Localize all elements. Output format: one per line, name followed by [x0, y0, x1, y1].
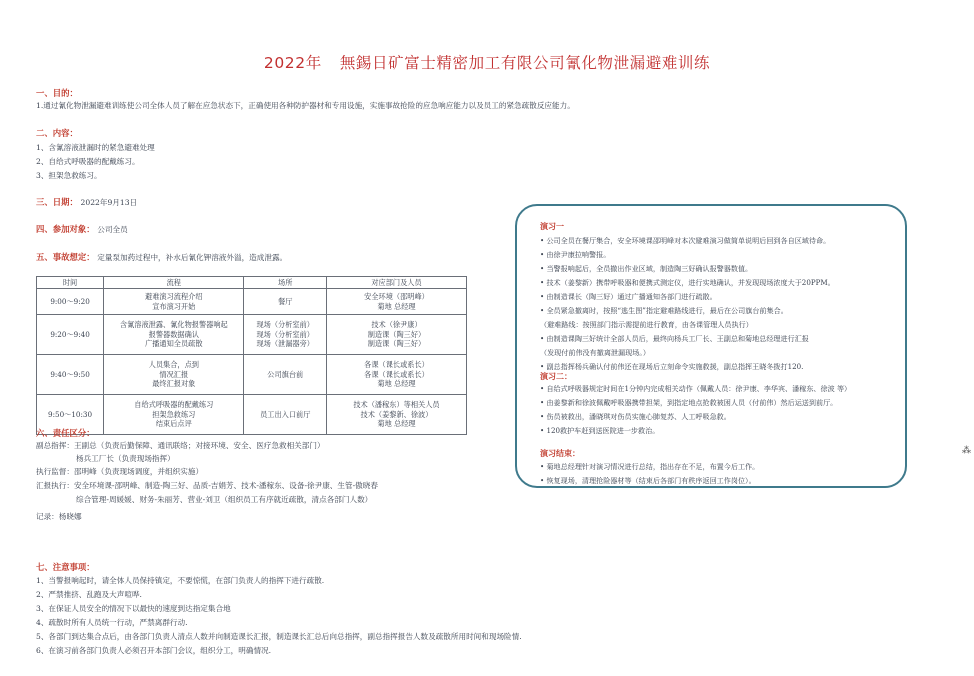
- notes-line: 3、在保证人员安全的情况下以最快的速度到达指定集合地: [36, 604, 231, 613]
- flow-line: 含氰溶液泄露、氰化物报警器响起: [119, 320, 228, 330]
- title-year: 2022年: [263, 54, 322, 72]
- drill-one-line: • 当警报响起后，全员撤出作业区域，制造陶三好确认报警器数值。: [540, 264, 753, 273]
- drill-two-line: • 120救护车赶到送医院进一步救治。: [540, 426, 660, 435]
- table-cell-flow: [104, 395, 244, 435]
- dept-line: 技术（姜黎新、徐波）: [360, 409, 433, 419]
- section-scenario-heading: 五、事故想定：: [36, 252, 95, 262]
- purpose-line: 1.通过氰化物泄漏避难训练使公司全体人员了解在应急状态下，正确使用各种防护器材和专用设施，实施事故抢险的应急响应能力以及员工的紧急疏散反应能力。: [36, 101, 575, 110]
- table-header: 时间: [37, 277, 104, 289]
- responsibility-line: 副总指挥：王副总（负责后勤保障、通讯联络；对接环境、安全、医疗急救相关部门）: [36, 441, 325, 450]
- responsibility-line: 综合管理-周媛媛、财务-朱丽芳、营业-刘卫（组织员工有序就近疏散，清点各部门人数）: [76, 495, 373, 504]
- drill-details-panel: [515, 204, 907, 488]
- table-cell-dept: [327, 289, 467, 315]
- table-cell-place: [244, 355, 327, 395]
- drill-one-line: • 全员紧急撤离时，按照“逃生图”指定避难路线进行，最后在公司旗台前集合。: [540, 306, 788, 315]
- dept-line: 菊地 总经理: [377, 419, 416, 429]
- drill-two-line: • 由姜黎新和徐波佩戴呼吸器携带担架，到指定地点抢救被困人员（付前伟）然后运送到前厅。: [540, 398, 838, 407]
- drill-one-line: • 公司全员在餐厅集合，安全环境课邵明峰对本次避难演习做简单说明后回到各自区域待命。: [540, 236, 831, 245]
- drill-two-heading: 演习二：: [540, 372, 572, 381]
- drill-one-line: • 副总指挥杨兵确认付前伟还在现场后立刻命令实施救援，副总指挥王晓冬拨打120.: [540, 362, 804, 371]
- section-responsibility-heading: 六、责任区分：: [36, 428, 95, 438]
- table-cell-dept: [327, 395, 467, 435]
- notes-line: 5、各部门到达集合点后，由各部门负责人清点人数并向制造课长汇报，制造课长汇总后向总指挥，副总指挥报告人数及疏散所用时间和现场险情.: [36, 632, 522, 641]
- drill-two-line: • 自给式呼吸器规定时间在1分钟内完成相关动作（佩戴人员：徐尹康、李华宾、潘稼东、徐波 等）: [540, 384, 852, 393]
- section-scenario-value: 定量泵加药过程中，补水后氰化钾溶液外溢，造成泄露。: [97, 253, 288, 262]
- section-notes: [36, 562, 95, 573]
- notes-line: 2、严禁推挤、乱跑及大声喧哗.: [36, 590, 142, 599]
- content-line-3: 3、担架急救练习。: [36, 171, 102, 180]
- table-cell-dept: [327, 355, 467, 395]
- section-scenario: [36, 252, 287, 263]
- table-row: [37, 355, 467, 395]
- flow-line: 自给式呼吸器的配戴练习: [134, 400, 214, 410]
- table-cell-place: [244, 395, 327, 435]
- dept-line: 菊地 总经理: [377, 301, 416, 311]
- dept-line: 制造课（陶三好）: [367, 339, 426, 349]
- drill-one-line: （避难路线：按照部门指示需提前进行教育，由各课管理人员执行）: [540, 320, 753, 329]
- section-participants: [36, 224, 128, 235]
- drill-end-line: • 菊地总经理针对演习情况进行总结，指出存在不足，布置今后工作。: [540, 462, 760, 471]
- flow-line: 担架急救练习: [152, 409, 196, 419]
- responsibility-line: 记录：杨晓娜: [36, 512, 82, 521]
- responsibility-line: 汇报执行：安全环境课-邵明峰、制造-陶三好、品质-吉娟芳、技术-潘稼东、设备-徐尹康、生管-傲晓春: [36, 481, 378, 490]
- table-cell-flow: [104, 289, 244, 315]
- section-participants-heading: 四、参加对象：: [36, 224, 95, 234]
- table-header-row: [37, 277, 467, 289]
- notes-line: 4、疏散时所有人员统一行动，严禁离群行动.: [36, 618, 188, 627]
- table-cell-time: 9:50～10:30: [37, 395, 104, 435]
- dept-line: 各课（课长或系长）: [364, 360, 429, 370]
- notes-line: 6、在演习前各部门负责人必须召开本部门会议，组织分工，明确情况.: [36, 646, 272, 655]
- table-header: 流程: [104, 277, 244, 289]
- drill-one-line: • 由徐尹康拉响警报。: [540, 250, 611, 259]
- dept-line: 技术（潘稼东）等相关人员: [353, 400, 440, 410]
- drill-end-heading: 演习结束：: [540, 449, 580, 458]
- table-row: [37, 315, 467, 355]
- section-date-value: 2022年9月13日: [80, 198, 138, 207]
- table-cell-flow: [104, 315, 244, 355]
- drill-one-line: • 由制造课长（陶三好）通过广播通知各部门进行疏散。: [540, 292, 717, 301]
- place-line: 现场（泄漏器旁）: [256, 339, 314, 349]
- responsibility-line: 杨兵工厂长（负责现场指挥）: [76, 454, 175, 463]
- document-title: [0, 51, 974, 73]
- flow-line: 人员集合，点到: [148, 360, 199, 370]
- place-line: 现场（分析室前）: [256, 329, 314, 339]
- table-cell-time: 9:00～9:20: [37, 289, 104, 315]
- table-row: [37, 395, 467, 435]
- content-line-2: 2、自给式呼吸器的配戴练习。: [36, 157, 140, 166]
- drill-one-line: • 由制造课陶三好统计全部人员后，最终向杨兵工厂长、王副总和菊地总经理进行汇报: [540, 334, 809, 343]
- dept-line: 技术（徐尹康）: [371, 320, 422, 330]
- dept-line: 制造课（陶三好）: [367, 329, 426, 339]
- table-cell-time: 9:20～9:40: [37, 315, 104, 355]
- title-main: 無錫日矿富士精密加工有限公司氰化物泄漏避难训练: [339, 54, 711, 72]
- drill-end-line: • 恢复现场，清理抢险器材等（结束后各部门有秩序返回工作岗位）。: [540, 476, 756, 485]
- notes-line: 1、当警报响起时，请全体人员保持镇定，不要惊慌，在部门负责人的指挥下进行疏散.: [36, 576, 325, 585]
- place-line: 餐厅: [278, 296, 293, 306]
- flow-line: 最终汇报对象: [152, 379, 196, 389]
- section-date-heading: 三、日期：: [36, 197, 78, 207]
- flow-line: 情况汇报: [159, 369, 189, 379]
- drill-one-line: （发现付前伟没有撤离泄漏现场。）: [540, 348, 650, 357]
- table-row: [37, 289, 467, 315]
- table-cell-dept: [327, 315, 467, 355]
- drill-one-heading: 演习一: [540, 222, 564, 231]
- place-line: 现场（分析室前）: [256, 320, 314, 330]
- place-line: 员工出入口前厅: [260, 409, 311, 419]
- drill-one-line: • 技术（姜黎新）携带呼吸器和便携式测定仪，进行实地确认，并发现现场浓度大于20PPM。: [540, 278, 835, 287]
- section-content-heading: 二、内容：: [36, 128, 78, 138]
- table-cell-time: 9:40～9:50: [37, 355, 104, 395]
- dept-line: 各课（课长或系长）: [364, 369, 429, 379]
- table-cell-place: [244, 315, 327, 355]
- flow-line: 广播通知全员疏散: [145, 339, 203, 349]
- staple-mark-icon: ⁂: [962, 446, 971, 456]
- flow-line: 宣布演习开始: [152, 301, 196, 311]
- dept-line: 安全环境（邵明峰）: [364, 291, 429, 301]
- flow-line: 报警器数据确认: [148, 329, 199, 339]
- table-header: 场所: [244, 277, 327, 289]
- section-date: [36, 197, 137, 208]
- dept-line: 菊地 总经理: [377, 379, 416, 389]
- section-content: [36, 128, 78, 139]
- content-line-1: 1、含氰溶液泄漏时的紧急避难处理: [36, 143, 155, 152]
- flow-line: 避难演习流程介绍: [145, 291, 203, 301]
- table-cell-flow: [104, 355, 244, 395]
- flow-line: 结束后点评: [155, 419, 192, 429]
- section-notes-heading: 七、注意事项：: [36, 562, 95, 572]
- schedule-table: [36, 276, 467, 435]
- section-participants-value: 公司全员: [97, 225, 128, 234]
- section-purpose-heading: 一、目的：: [36, 88, 78, 98]
- section-responsibility: [36, 428, 95, 439]
- place-line: 公司旗台前: [267, 369, 304, 379]
- section-purpose: [36, 88, 78, 99]
- drill-two-line: • 伤员被救出，潘晓琪对伤员实施心肺复苏、人工呼吸急救。: [540, 412, 731, 421]
- table-cell-place: [244, 289, 327, 315]
- table-header: 对应部门及人员: [327, 277, 467, 289]
- responsibility-line: 执行监督：邵明峰（负责现场调度，并组织实施）: [36, 467, 204, 476]
